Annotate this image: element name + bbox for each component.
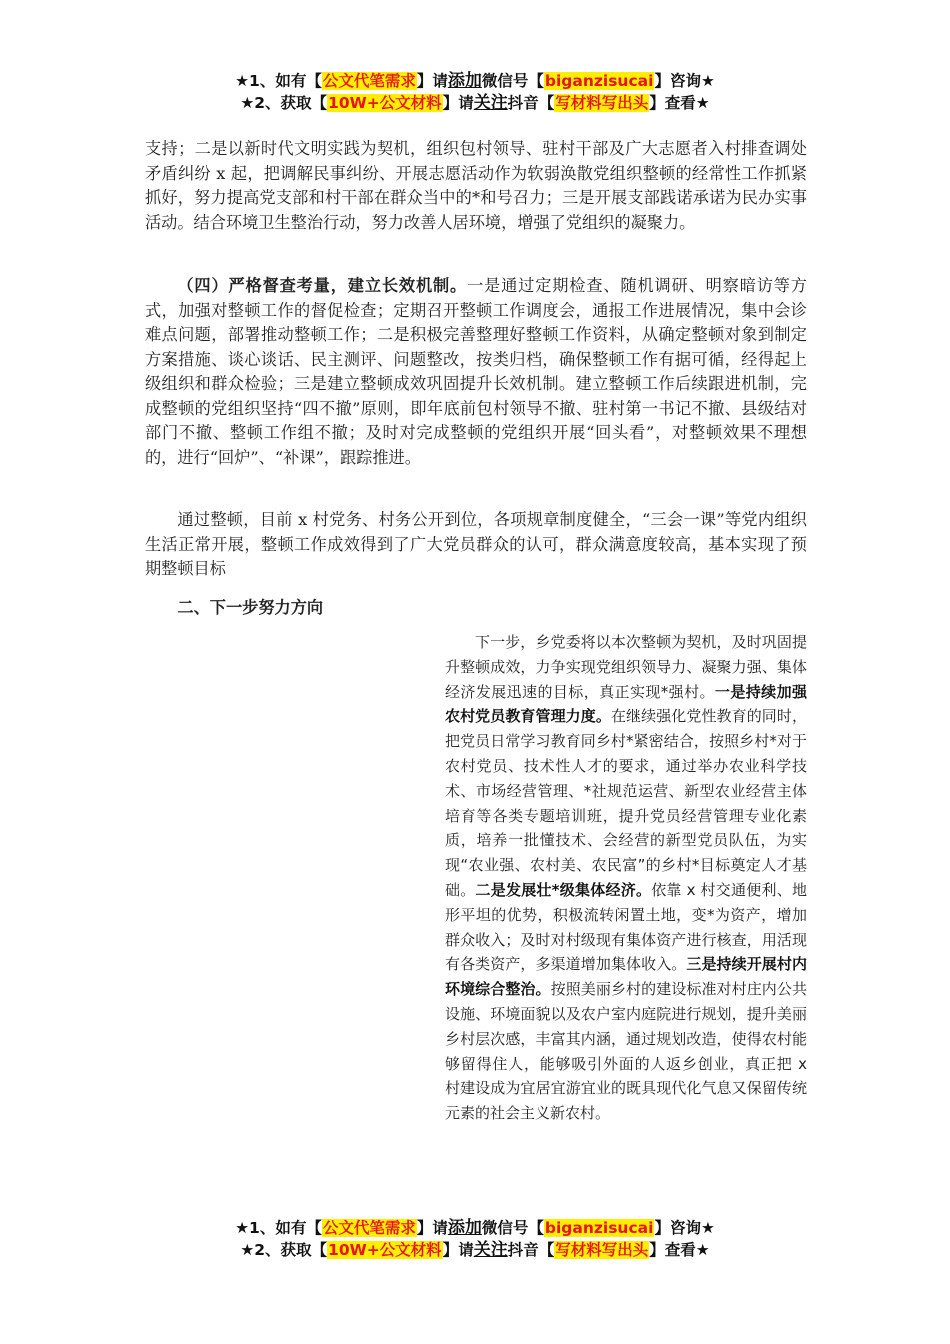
paragraph-support: 支持；二是以新时代文明实践为契机，组织包村领导、驻村干部及广大志愿者入村排查调处矛盾纠纷 x 起，把调解民事纠纷、开展志愿活动作为软弱涣散党组织整顿的经常性工作抓紧抓好，努力提高党支部和村干部在群众当中的*和号召力；三是开展支部践诺承诺为民办实事活动。结合环境卫生整治行动，努力改善人居环境，增强了党组织的凝聚力。 xyxy=(145,139,807,232)
paragraph-heading: （四）严格督查考量，建立长效机制。 xyxy=(177,276,468,296)
paragraph-results: 通过整顿，目前 x 村党务、村务公开到位，各项规章制度健全，“三会一课”等党内组织生活正常开展，整顿工作成效得到了广大党员群众的认可，群众满意度较高，基本实现了预期整顿目标 xyxy=(145,510,807,579)
highlight-douyin: 写材料写出头 xyxy=(555,94,649,112)
highlight-service: 公文代笔需求 xyxy=(322,72,416,90)
header-banner xyxy=(0,70,950,114)
banner-line-2: ★2、获取【10W+公文材料】请关注抖音【写材料写出头】查看★ xyxy=(240,1240,710,1260)
banner-line-1: ★1、如有【公文代笔需求】请添加微信号【biganzisucai】咨询★ xyxy=(235,1218,715,1238)
banner-line-2: ★2、获取【10W+公文材料】请关注抖音【写材料写出头】查看★ xyxy=(240,93,710,113)
next-steps-column: 下一步，乡党委将以本次整顿为契机，及时巩固提升整顿成效，力争实现党组织领导力、凝聚力强、集体经济发展迅速的目标，真正实现*强村。一是持续加强农村党员教育管理力度。在继续强化党性教育的同时，把党员日常学习教育同乡村*紧密结合，按照乡村*对于农村党员、技术性人才的要求，通过举办农业科学技术、市场经营管理、*社规范运营、新型农业经营主体培育等各类专题培训班，提升党员经营管理专业化素质，培养一批懂技术、会经营的新型党员队伍，为实现“农业强、农村美、农民富”的乡村*目标奠定人才基础。二是发展壮*级集体经济。依靠 x 村交通便利、地形平坦的优势，积极流转闲置土地，变*为资产，增加群众收入；及时对村级现有集体资产进行核查，用活现有各类资产，多渠道增加集体收入。三是持续开展村内环境综合整治。按照美丽乡村的建设标准对村庄内公共设施、环境面貌以及农户室内庭院进行规划，提升美丽乡村层次感，丰富其内涵，通过规划改造，使得农村能够留得住人，能够吸引外面的人返乡创业，真正把 x 村建设成为宜居宜游宜业的既具现代化气息又保留传统元素的社会主义新农村。 xyxy=(445,633,807,1123)
banner-line-1: ★1、如有【公文代笔需求】请添加微信号【biganzisucai】咨询★ xyxy=(235,71,715,91)
highlight-wechat-id: biganzisucai xyxy=(544,72,654,90)
paragraph-supervision: （四）严格督查考量，建立长效机制。一是通过定期检查、随机调研、明察暗访等方式，加强对整顿工作的督促检查；定期召开整顿工作调度会，通报工作进展情况，集中会诊难点问题，部署推动整顿工作；二是积极完善整理好整顿工作资料，从确定整顿对象到制定方案措施、谈心谈话、民主测评、问题整改，按类归档，确保整顿工作有据可循，经得起上级组织和群众检验；三是建立整顿成效巩固提升长效机制。建立整顿工作后续跟进机制，完成整顿的党组织坚持“四不撤”原则，即年底前包村领导不撤、驻村第一书记不撤、县级结对部门不撤、整顿工作组不撤；及时对完成整顿的党组织开展“回头看”，对整顿效果不理想的，进行“回炉”、“补课”，跟踪推进。 xyxy=(145,276,807,467)
section-heading: 二、下一步努力方向 xyxy=(177,598,324,618)
highlight-materials: 10W+公文材料 xyxy=(328,94,442,112)
footer-banner xyxy=(0,1217,950,1261)
